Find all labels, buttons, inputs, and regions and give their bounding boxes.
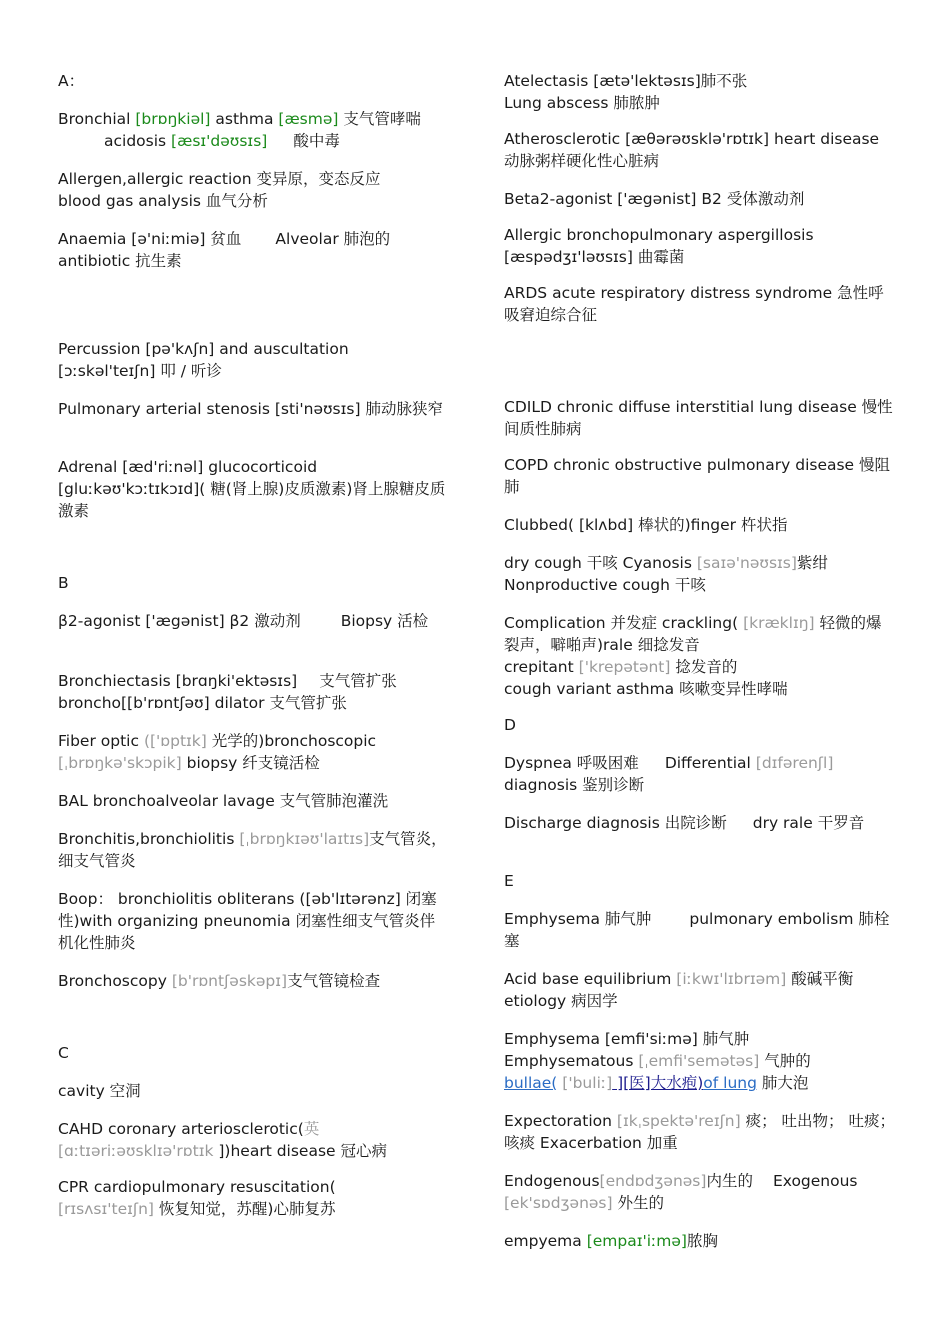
entry-clubbed-finger: Clubbed( [klʌbd] 棒状的)finger 杵状指 [504,516,788,534]
entry-bronchitis: Bronchitis,bronchiolitis [ˌbrɒŋkɪəʊ'laɪtɪs]支气管炎，细支气管炎 [58,830,447,870]
entry-bronchoscopy: Bronchoscopy [b'rɒntʃəskəpɪ]支气管镜检查 [58,972,381,990]
section-heading-e: E [504,872,514,890]
entry-aspergillosis: Allergic bronchopulmonary aspergillosis [æspədʒɪ'ləʊsɪs] 曲霉菌 [504,226,814,266]
section-heading-d: D [504,716,516,734]
entry-endogenous: Endogenous[endɒdʒənəs]内生的 Exogenous [504,1172,858,1190]
entry-antibiotic: antibiotic 抗生素 [58,252,182,270]
entry-acidosis: acidosis [æsɪ'dəʊsɪs] 酸中毒 [104,132,340,150]
entry-atherosclerotic: Atherosclerotic [æθərəʊsklə'rɒtɪk] heart disease 动脉粥样硬化性心脏病 [504,130,880,170]
of-lung-link[interactable]: of lung [703,1074,757,1092]
entry-blood-gas: blood gas analysis 血气分析 [58,192,268,210]
entry-dyspnea: Dyspnea 呼吸困难 Differential [dɪfərenʃl] [504,754,834,772]
entry-cahd: CAHD coronary arteriosclerotic(英 [ɑːtɪəriːəʊsklɪə'rɒtɪk ])heart disease 冠心病 [58,1120,387,1160]
entry-cavity: cavity 空洞 [58,1082,141,1100]
entry-exogenous: [ek'sɒdʒənəs] 外生的 [504,1194,664,1212]
entry-differential-diagnosis: diagnosis 鉴别诊断 [504,776,645,794]
entry-fiber-optic: Fiber optic (['ɒptɪk] 光学的)bronchoscopic [ˌbrɒŋkə'skɔpik] biopsy 纤支镜活检 [58,732,377,772]
entry-cdild: CDILD chronic diffuse interstitial lung disease 慢性间质性肺病 [504,398,893,438]
entry-complication: Complication 并发症 crackling( [kræklɪŋ] 轻微的爆裂声，噼啪声)rale 细捻发音 [504,614,882,654]
entry-emphysematous: Emphysematous [ˌemfi'semətəs] 气肿的 [504,1052,811,1070]
entry-pulmonary-stenosis: Pulmonary arterial stenosis [sti'nəʊsɪs] 肺动脉狭窄 [58,400,443,418]
bullae-link[interactable]: bullae( [504,1074,558,1092]
entry-copd: COPD chronic obstructive pulmonary disease 慢阻肺 [504,456,891,496]
entry-cpr: CPR cardiopulmonary resuscitation( [rɪsʌsɪ'teɪʃn] 恢复知觉，苏醒)心肺复苏 [58,1178,336,1218]
entry-allergen: Allergen,allergic reaction 变异原，变态反应 [58,170,381,188]
entry-expectoration: Expectoration [ɪkˌspektə'reɪʃn] 痰； 吐出物； 吐痰； 咳痰 Exacerbation 加重 [504,1112,895,1152]
section-heading-c: C [58,1044,69,1062]
entry-crepitant: crepitant ['krepətənt] 捻发音的 [504,658,738,676]
dictionary-link[interactable]: ][医]大水疱) [612,1074,704,1092]
entry-percussion: Percussion [pə'kʌʃn] and auscultation [ɔːskəl'teɪʃn] 叩 / 听诊 [58,340,349,380]
entry-bullae: bullae( ['buliː] ][医]大水疱)of lung 肺大泡 [504,1074,809,1092]
entry-bronchodilator: broncho[[b'rɒntʃəʊ] dilator 支气管扩张 [58,694,347,712]
section-heading-b: B [58,574,69,592]
entry-emphysema: Emphysema 肺气肿 pulmonary embolism 肺栓塞 [504,910,890,950]
entry-ards: ARDS acute respiratory distress syndrome 急性呼吸窘迫综合征 [504,284,884,324]
entry-nonproductive-cough: Nonproductive cough 干咳 [504,576,706,594]
entry-acid-base: Acid base equilibrium [iːkwɪ'lɪbrɪəm] 酸碱平衡 [504,970,854,988]
entry-cough-variant-asthma: cough variant asthma 咳嗽变异性哮喘 [504,680,788,698]
entry-atelectasis: Atelectasis [ætə'lektəsɪs]肺不张 [504,72,748,90]
entry-bronchial-asthma: Bronchial [brɒŋkiəl] asthma [æsmə] 支气管哮喘 [58,110,421,128]
entry-etiology: etiology 病因学 [504,992,618,1010]
entry-adrenal: Adrenal [æd'riːnəl] glucocorticoid [gluːkəʊ'kɔːtɪkɔɪd]( 糖(肾上腺)皮质激素)肾上腺糖皮质激素 [58,458,446,520]
entry-anaemia: Anaemia [ə'niːmiə] 贫血 Alveolar 肺泡的 [58,230,391,248]
section-heading-a: A： [58,72,85,90]
entry-lung-abscess: Lung abscess 肺脓肿 [504,94,660,112]
entry-bronchiectasis: Bronchiectasis [brɑŋki'ektəsɪs] 支气管扩张 [58,672,397,690]
entry-discharge-diagnosis: Discharge diagnosis 出院诊断 dry rale 干罗音 [504,814,865,832]
entry-emphysema-2: Emphysema [emfi'siːmə] 肺气肿 [504,1030,750,1048]
entry-beta2-agonist: Beta2-agonist ['ægənist] B2 受体激动剂 [504,190,805,208]
entry-bal: BAL bronchoalveolar lavage 支气管肺泡灌洗 [58,792,389,810]
entry-b2-agonist: β2-agonist ['ægənist] β2 激动剂 Biopsy 活检 [58,612,429,630]
entry-dry-cough: dry cough 干咳 Cyanosis [saɪə'nəʊsɪs]紫绀 [504,554,828,572]
entry-empyema: empyema [empaɪ'iːmə]脓胸 [504,1232,718,1250]
entry-boop: Boop： bronchiolitis obliterans ([əb'lɪtərənz] 闭塞性)with organizing pneunomia 闭塞性细支气管炎伴机化性肺炎 [58,890,437,952]
